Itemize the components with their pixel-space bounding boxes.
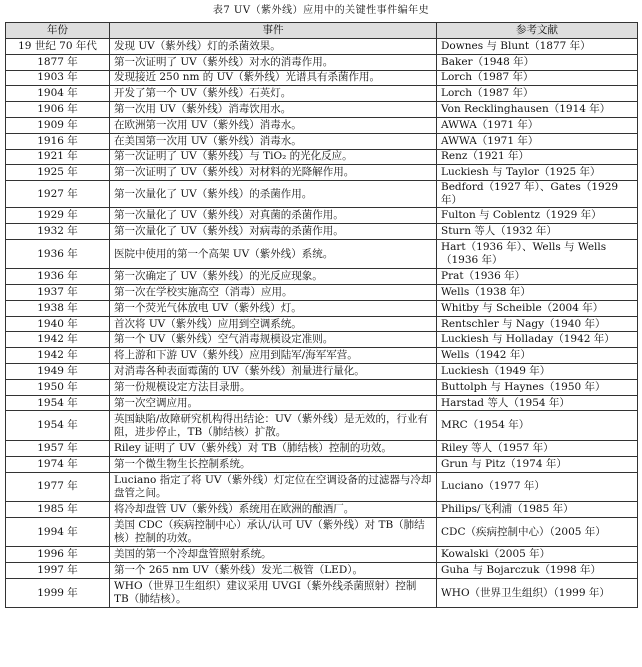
table-row xyxy=(6,285,638,301)
table-row xyxy=(6,456,638,472)
reference-cell: MRC（1954 年） xyxy=(437,411,638,441)
reference-cell: Harstad 等人（1954 年） xyxy=(437,395,638,411)
event-cell: 医院中使用的第一个高架 UV（紫外线）系统。 xyxy=(110,239,437,269)
reference-cell: Bedford（1927 年）、Gates（1929 年） xyxy=(437,181,638,208)
table-row xyxy=(6,502,638,518)
table-header-row xyxy=(6,23,638,39)
table-row xyxy=(6,440,638,456)
table-row xyxy=(6,472,638,502)
table-row xyxy=(6,102,638,118)
reference-cell: Philips/飞利浦（1985 年） xyxy=(437,502,638,518)
year-cell: 19 世纪 70 年代 xyxy=(6,39,110,55)
year-cell: 1942 年 xyxy=(6,348,110,364)
year-cell: 1957 年 xyxy=(6,440,110,456)
reference-cell: Kowalski（2005 年） xyxy=(437,547,638,563)
year-cell: 1974 年 xyxy=(6,456,110,472)
event-cell: 发现 UV（紫外线）灯的杀菌效果。 xyxy=(110,39,437,55)
table-row xyxy=(6,208,638,224)
year-cell: 1903 年 xyxy=(6,70,110,86)
header-year: 年份 xyxy=(6,23,110,39)
event-cell: 第一份规模设定方法目录册。 xyxy=(110,379,437,395)
event-cell: 发现接近 250 nm 的 UV（紫外线）光谱具有杀菌作用。 xyxy=(110,70,437,86)
event-cell: 第一个 265 nm UV（紫外线）发光二极管（LED）。 xyxy=(110,563,437,579)
year-cell: 1997 年 xyxy=(6,563,110,579)
table-row xyxy=(6,86,638,102)
reference-cell: Riley 等人（1957 年） xyxy=(437,440,638,456)
reference-cell: Buttolph 与 Haynes（1950 年） xyxy=(437,379,638,395)
reference-cell: AWWA（1971 年） xyxy=(437,117,638,133)
reference-cell: Wells（1942 年） xyxy=(437,348,638,364)
reference-cell: Lorch（1987 年） xyxy=(437,86,638,102)
event-cell: 第一次证明了 UV（紫外线）与 TiO₂ 的光化反应。 xyxy=(110,149,437,165)
event-cell: 美国的第一个冷却盘管照射系统。 xyxy=(110,547,437,563)
year-cell: 1929 年 xyxy=(6,208,110,224)
event-cell: 第一个荧光气体放电 UV（紫外线）灯。 xyxy=(110,300,437,316)
event-cell: 首次将 UV（紫外线）应用到空调系统。 xyxy=(110,316,437,332)
event-cell: 第一次用 UV（紫外线）消毒饮用水。 xyxy=(110,102,437,118)
table-row xyxy=(6,269,638,285)
table-row xyxy=(6,165,638,181)
reference-cell: CDC（疾病控制中心）（2005 年） xyxy=(437,517,638,547)
reference-cell: Guha 与 Bojarczuk（1998 年） xyxy=(437,563,638,579)
table-row xyxy=(6,332,638,348)
table-row xyxy=(6,348,638,364)
reference-cell: Prat（1936 年） xyxy=(437,269,638,285)
event-cell: 第一次空调应用。 xyxy=(110,395,437,411)
event-cell: 第一个微生物生长控制系统。 xyxy=(110,456,437,472)
year-cell: 1927 年 xyxy=(6,181,110,208)
header-ref: 参考文献 xyxy=(437,23,638,39)
year-cell: 1906 年 xyxy=(6,102,110,118)
event-cell: 第一次量化了 UV（紫外线）对病毒的杀菌作用。 xyxy=(110,223,437,239)
reference-cell: Luckiesh 与 Holladay（1942 年） xyxy=(437,332,638,348)
reference-cell: Fulton 与 Coblentz（1929 年） xyxy=(437,208,638,224)
table-row xyxy=(6,316,638,332)
table-body xyxy=(6,39,638,608)
year-cell: 1996 年 xyxy=(6,547,110,563)
table-row xyxy=(6,563,638,579)
event-cell: 开发了第一个 UV（紫外线）石英灯。 xyxy=(110,86,437,102)
table-row xyxy=(6,181,638,208)
year-cell: 1950 年 xyxy=(6,379,110,395)
event-cell: 英国缺陷/故障研究机构得出结论：UV（紫外线）是无效的，行业有阻，进步停止，TB（肺结核）扩散。 xyxy=(110,411,437,441)
table-row xyxy=(6,54,638,70)
event-cell: 第一次确定了 UV（紫外线）的光反应现象。 xyxy=(110,269,437,285)
year-cell: 1942 年 xyxy=(6,332,110,348)
reference-cell: WHO（世界卫生组织）（1999 年） xyxy=(437,578,638,608)
reference-cell: Sturn 等人（1932 年） xyxy=(437,223,638,239)
reference-cell: Whitby 与 Scheible（2004 年） xyxy=(437,300,638,316)
year-cell: 1932 年 xyxy=(6,223,110,239)
reference-cell: Luciano（1977 年） xyxy=(437,472,638,502)
table-row xyxy=(6,578,638,608)
event-cell: 第一次量化了 UV（紫外线）对真菌的杀菌作用。 xyxy=(110,208,437,224)
year-cell: 1921 年 xyxy=(6,149,110,165)
reference-cell: Grun 与 Pitz（1974 年） xyxy=(437,456,638,472)
year-cell: 1977 年 xyxy=(6,472,110,502)
header-event: 事件 xyxy=(110,23,437,39)
table-row xyxy=(6,70,638,86)
event-cell: 将上游和下游 UV（紫外线）应用到陆军/海军军营。 xyxy=(110,348,437,364)
reference-cell: Downes 与 Blunt（1877 年） xyxy=(437,39,638,55)
year-cell: 1954 年 xyxy=(6,395,110,411)
table-row xyxy=(6,223,638,239)
event-cell: 在美国第一次用 UV（紫外线）消毒水。 xyxy=(110,133,437,149)
event-cell: 在欧洲第一次用 UV（紫外线）消毒水。 xyxy=(110,117,437,133)
reference-cell: Renz（1921 年） xyxy=(437,149,638,165)
year-cell: 1949 年 xyxy=(6,364,110,380)
reference-cell: Luckiesh 与 Taylor（1925 年） xyxy=(437,165,638,181)
table-row xyxy=(6,411,638,441)
reference-cell: AWWA（1971 年） xyxy=(437,133,638,149)
event-cell: 第一个 UV（紫外线）空气消毒规模设定准则。 xyxy=(110,332,437,348)
event-cell: 美国 CDC（疾病控制中心）承认/认可 UV（紫外线）对 TB（肺结核）控制的功效。 xyxy=(110,517,437,547)
event-cell: 第一次在学校实施高空（消毒）应用。 xyxy=(110,285,437,301)
year-cell: 1936 年 xyxy=(6,239,110,269)
event-cell: 第一次证明了 UV（紫外线）对材料的光降解作用。 xyxy=(110,165,437,181)
event-cell: WHO（世界卫生组织）建议采用 UVGI（紫外线杀菌照射）控制 TB（肺结核）。 xyxy=(110,578,437,608)
table-caption: 表7 UV（紫外线）应用中的关键性事件编年史 xyxy=(212,5,430,16)
year-cell: 1938 年 xyxy=(6,300,110,316)
reference-cell: Rentschler 与 Nagy（1940 年） xyxy=(437,316,638,332)
table-row xyxy=(6,364,638,380)
table-row xyxy=(6,149,638,165)
year-cell: 1936 年 xyxy=(6,269,110,285)
table-row xyxy=(6,133,638,149)
year-cell: 1925 年 xyxy=(6,165,110,181)
event-chronology-table xyxy=(5,22,638,608)
year-cell: 1954 年 xyxy=(6,411,110,441)
reference-cell: Hart（1936 年）、Wells 与 Wells（1936 年） xyxy=(437,239,638,269)
event-cell: 第一次证明了 UV（紫外线）对水的消毒作用。 xyxy=(110,54,437,70)
year-cell: 1937 年 xyxy=(6,285,110,301)
year-cell: 1985 年 xyxy=(6,502,110,518)
table-row xyxy=(6,300,638,316)
event-cell: Riley 证明了 UV（紫外线）对 TB（肺结核）控制的功效。 xyxy=(110,440,437,456)
reference-cell: Lorch（1987 年） xyxy=(437,70,638,86)
year-cell: 1909 年 xyxy=(6,117,110,133)
event-cell: 第一次量化了 UV（紫外线）的杀菌作用。 xyxy=(110,181,437,208)
year-cell: 1916 年 xyxy=(6,133,110,149)
year-cell: 1904 年 xyxy=(6,86,110,102)
year-cell: 1999 年 xyxy=(6,578,110,608)
table-row xyxy=(6,517,638,547)
year-cell: 1877 年 xyxy=(6,54,110,70)
year-cell: 1994 年 xyxy=(6,517,110,547)
reference-cell: Von Recklinghausen（1914 年） xyxy=(437,102,638,118)
reference-cell: Wells（1938 年） xyxy=(437,285,638,301)
reference-cell: Luckiesh（1949 年） xyxy=(437,364,638,380)
table-row xyxy=(6,395,638,411)
table-row xyxy=(6,39,638,55)
event-cell: Luciano 指定了将 UV（紫外线）灯定位在空调设备的过滤器与冷却盘管之间。 xyxy=(110,472,437,502)
event-cell: 将冷却盘管 UV（紫外线）系统用在欧洲的酿酒厂。 xyxy=(110,502,437,518)
reference-cell: Baker（1948 年） xyxy=(437,54,638,70)
table-row xyxy=(6,239,638,269)
table-row xyxy=(6,379,638,395)
event-cell: 对消毒各种表面霉菌的 UV（紫外线）剂量进行量化。 xyxy=(110,364,437,380)
table-row xyxy=(6,117,638,133)
year-cell: 1940 年 xyxy=(6,316,110,332)
table-row xyxy=(6,547,638,563)
